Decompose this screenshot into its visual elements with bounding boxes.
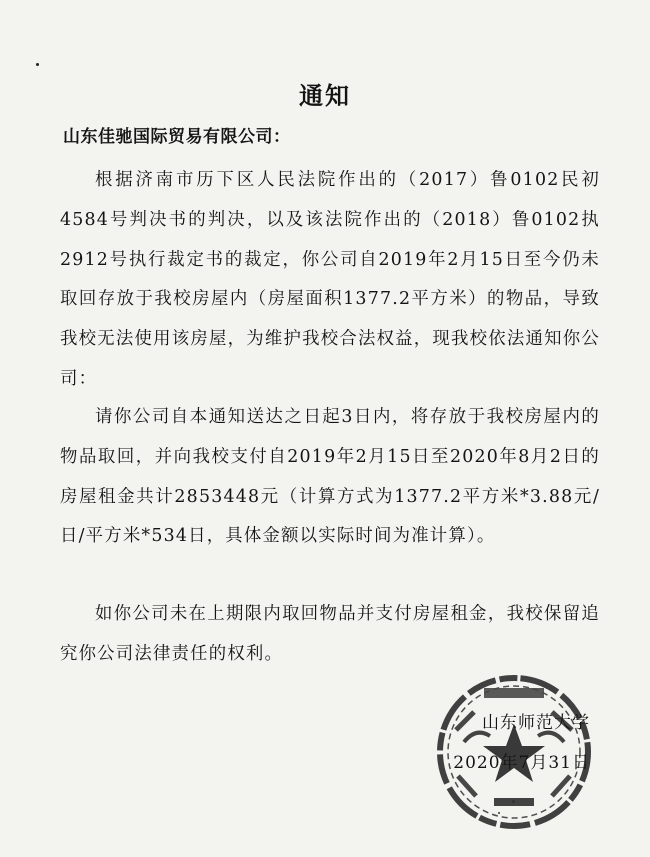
addressee: 山东佳驰国际贸易有限公司： bbox=[63, 127, 291, 147]
paragraph-1: 根据济南市历下区人民法院作出的（2017）鲁0102民初4584号判决书的判决，以及该法院作出的（2018）鲁0102执2912号执行裁定书的裁定，你公司自2019年2月15日至今仍未取回存放于我校房屋内（房屋面积1377.2平方米）的物品，导致我校无法使用该房屋，为维护我校合法权益，现我校依法通知你公司： bbox=[60, 170, 600, 389]
scan-speck bbox=[36, 63, 39, 66]
signature-date: 2020年7月31日 bbox=[453, 753, 590, 773]
paragraph-2: 请你公司自本通知送达之日起3日内，将存放于我校房屋内的物品取回，并向我校支付自2019年2月15日至2020年8月2日的房屋租金共计2853448元（计算方式为1377.2平方米*3.88元/日/平方米*534日，具体金额以实际时间为准计算）。 bbox=[60, 407, 600, 547]
scan-mark bbox=[498, 812, 500, 814]
paragraph-3: 如你公司未在上期限内取回物品并支付房屋租金，我校保留追究你公司法律责任的权利。 bbox=[60, 604, 600, 664]
notice-title: 通知 bbox=[299, 82, 351, 110]
scan-mark bbox=[512, 800, 515, 803]
signature-organization: 山东师范大学 bbox=[482, 713, 590, 733]
